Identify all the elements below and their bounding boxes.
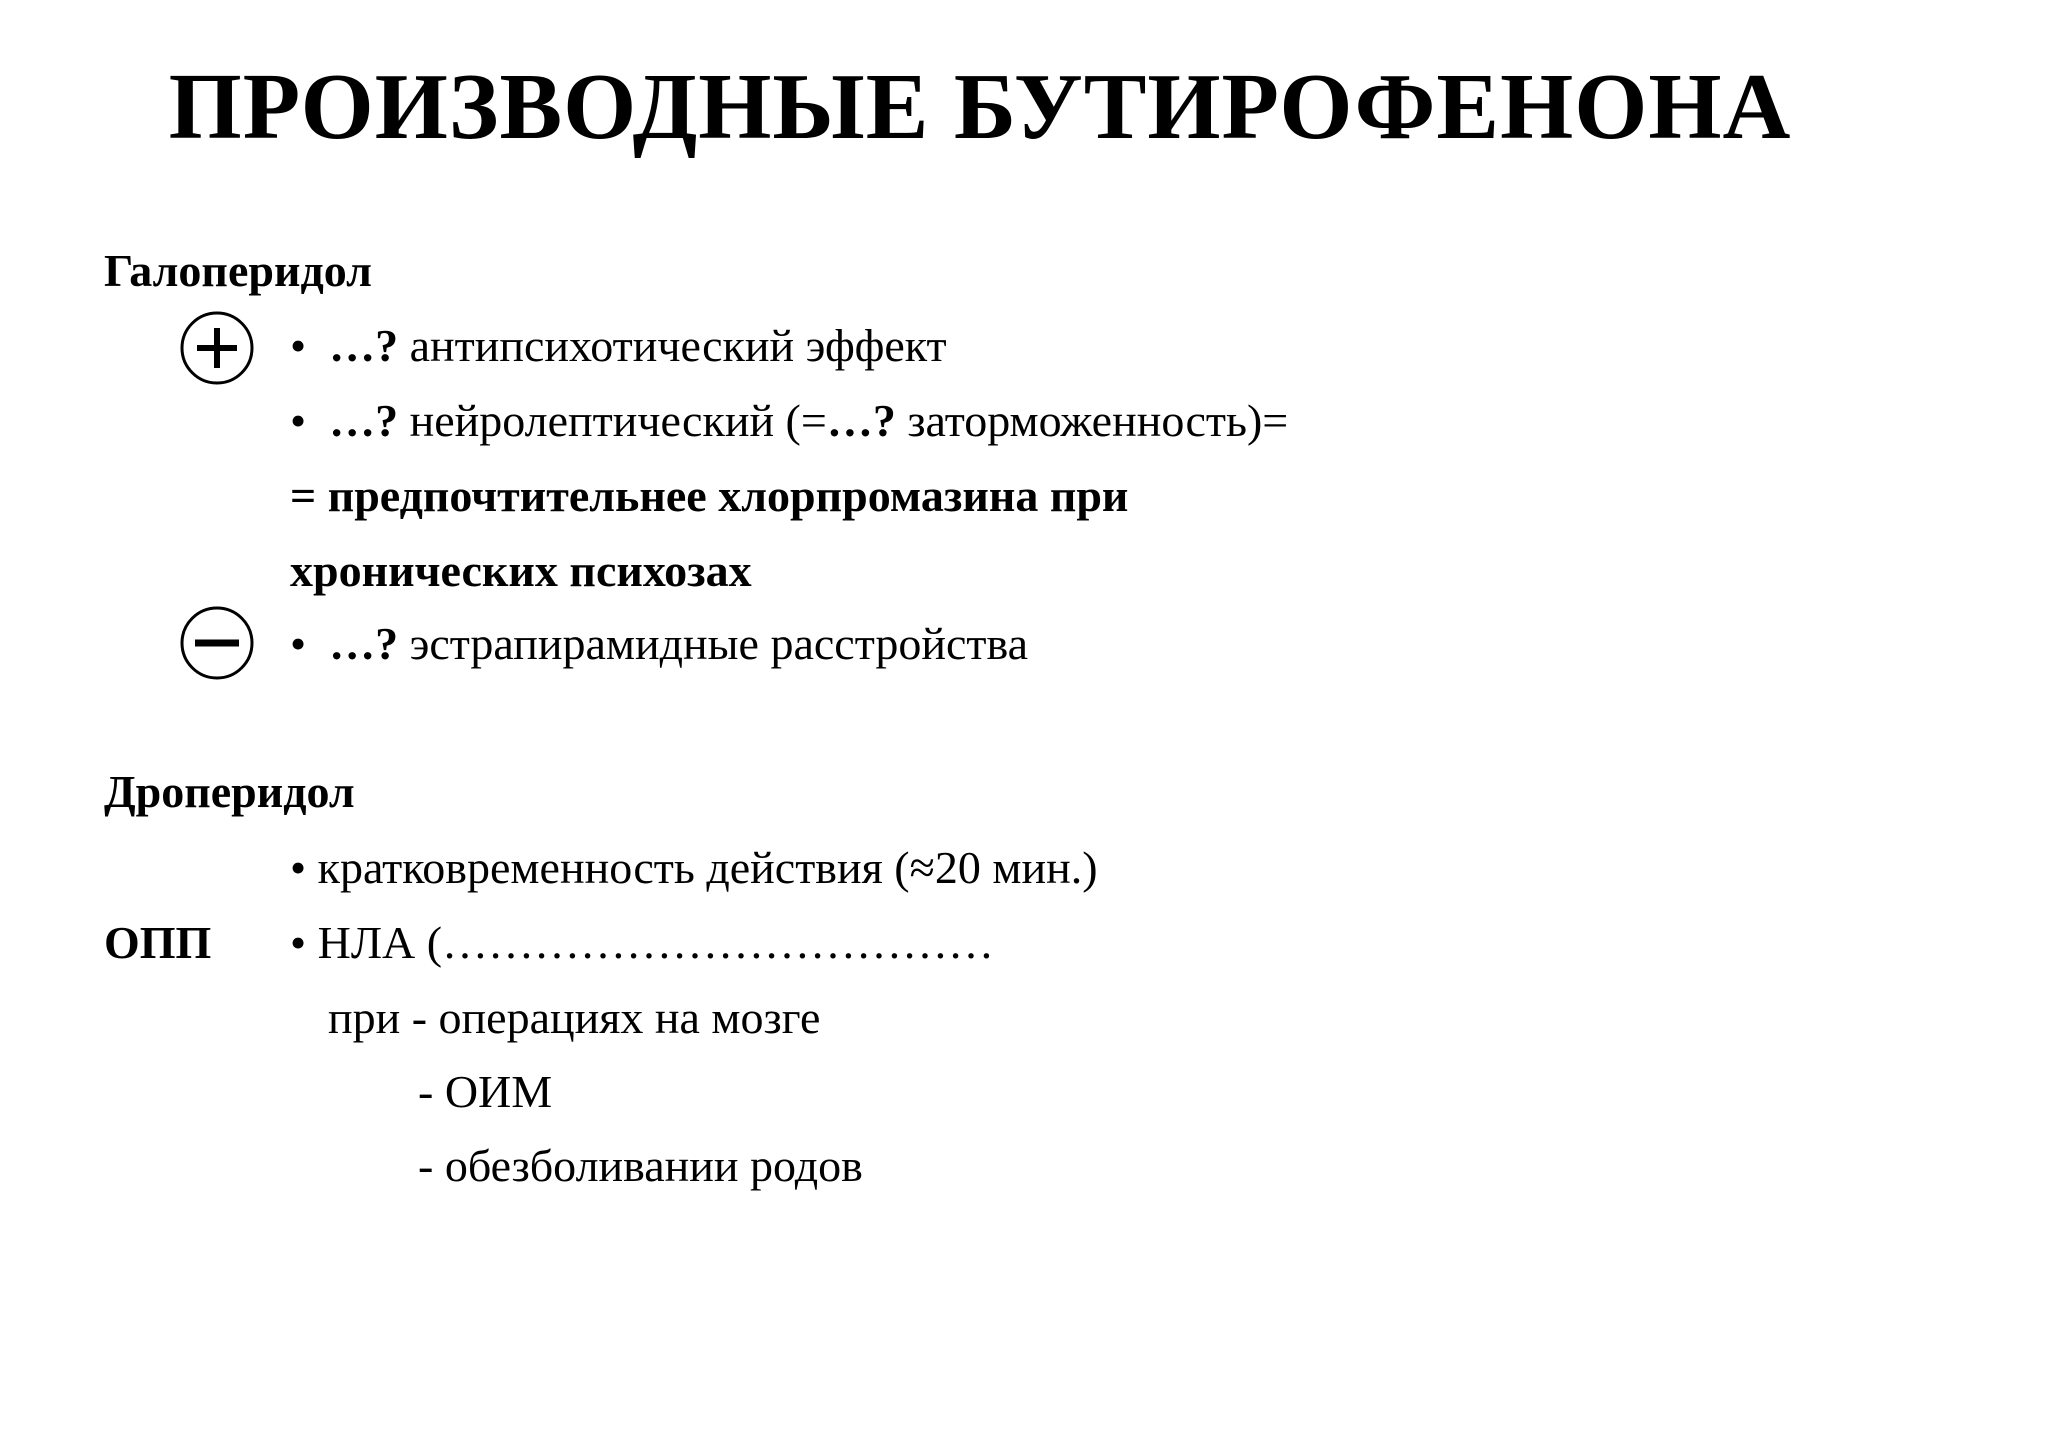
- droperidol-use-2: - ОИМ: [418, 1066, 553, 1117]
- page-title: ПРОИЗВОДНЫЕ БУТИРОФЕНОНА: [168, 55, 1792, 159]
- item-text: эстрапирамидные расстройства: [409, 618, 1029, 669]
- item-text-2: заторможенность)=: [907, 395, 1289, 446]
- droperidol-use-3: - обезболивании родов: [418, 1140, 863, 1191]
- haloperidol-plus-item-1: [290, 318, 947, 374]
- bullet: •: [290, 395, 307, 446]
- minus-circle-icon: [179, 605, 255, 681]
- haloperidol-conclusion-line-1: = предпочтительнее хлорпромазина при: [290, 470, 1129, 521]
- haloperidol-conclusion-line-2: хронических психозах: [290, 545, 752, 596]
- item-text: антипсихотический эффект: [409, 320, 947, 371]
- droperidol-item-2: • НЛА (………………………………: [290, 917, 995, 968]
- item-text: нейролептический (=: [409, 395, 827, 446]
- droperidol-heading: Дроперидол: [104, 766, 355, 817]
- haloperidol-plus-item-2: [290, 393, 1288, 449]
- droperidol-item-1: • кратковременность действия (≈20 мин.): [290, 842, 1098, 893]
- haloperidol-minus-item-1: [290, 616, 1028, 672]
- bullet: •: [290, 618, 307, 669]
- question-marker-2: …?: [826, 395, 896, 446]
- haloperidol-heading: Галоперидол: [104, 245, 372, 296]
- question-marker: …?: [329, 395, 399, 446]
- droperidol-use-1: при - операциях на мозге: [328, 992, 821, 1043]
- bullet: •: [290, 320, 307, 371]
- opp-label: ОПП: [104, 917, 212, 968]
- plus-circle-icon: [179, 310, 255, 386]
- question-marker: …?: [329, 618, 399, 669]
- question-marker: …?: [329, 320, 399, 371]
